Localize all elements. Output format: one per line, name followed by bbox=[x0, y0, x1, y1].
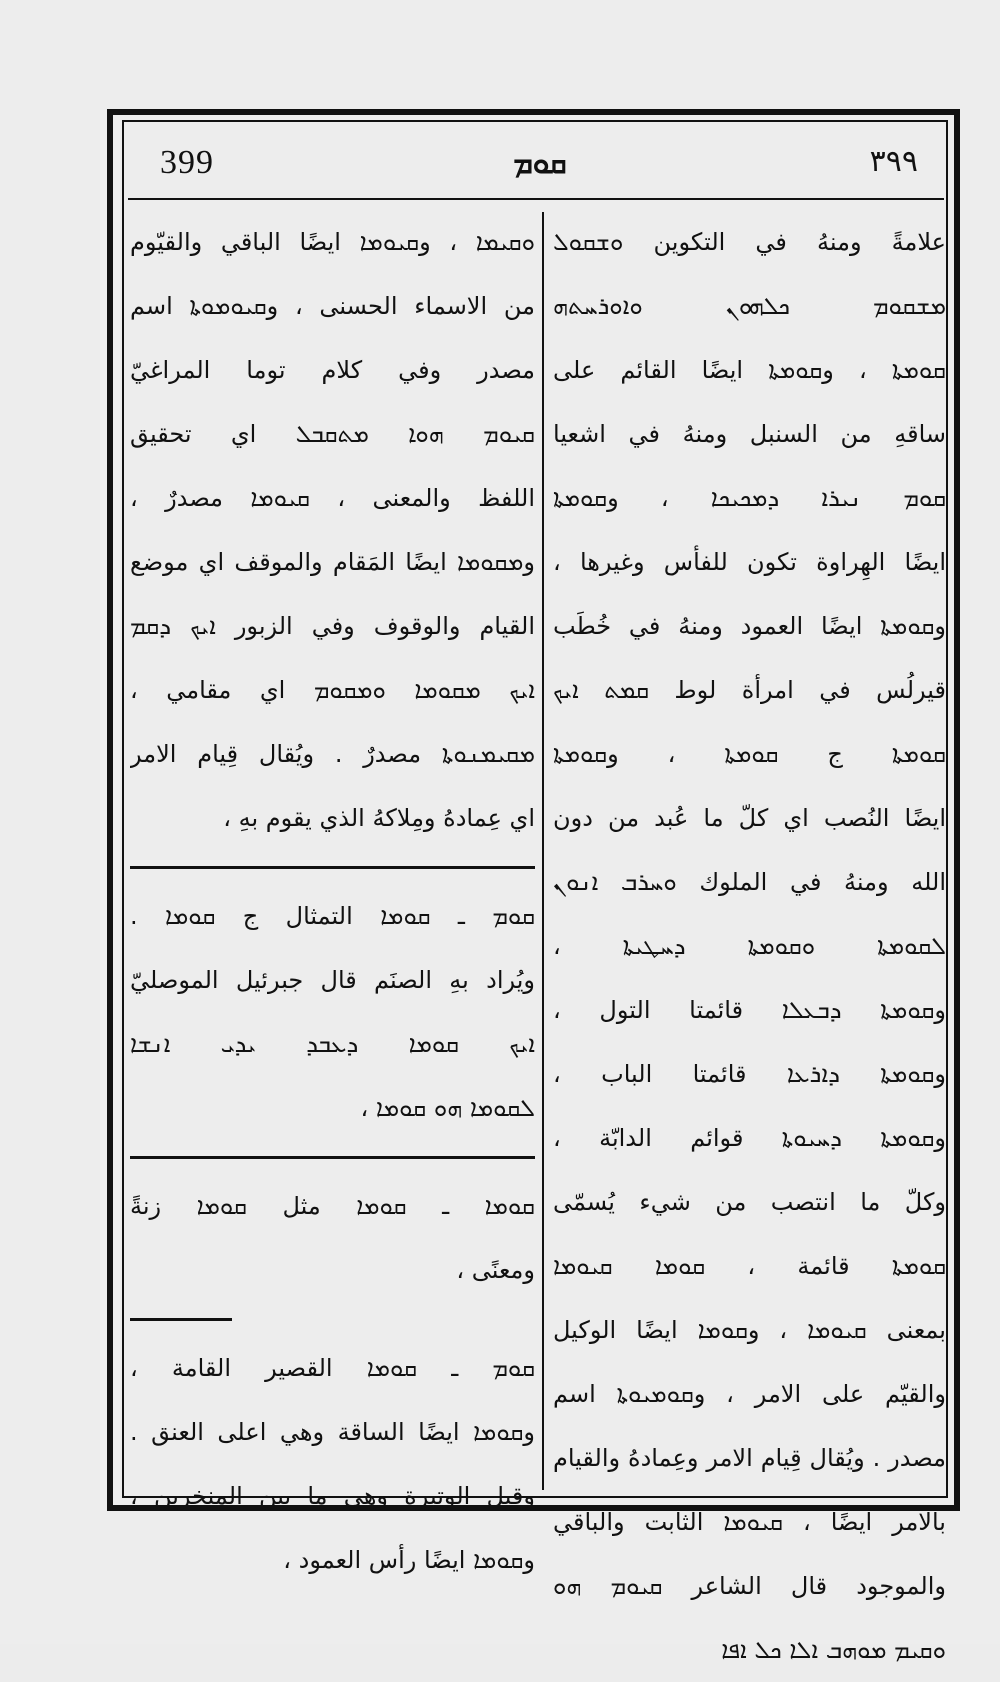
text-line: ܩܘܡ ـ ܩܘܡܐ التمثال ج ܩܘܡܐ . bbox=[130, 902, 535, 930]
text-line: وܩܘܡܬܐ ܕܚܝܘܬܐ قوائم الدابّة ، bbox=[553, 1124, 946, 1152]
text-line: وقيل الوتيرة وهي ما بين المنخرين ، bbox=[130, 1482, 535, 1510]
text-line: ܠܩܘܡܬܐ ܘܩܘܡܬܐ ܕܚܛܝܬܐ ، bbox=[553, 932, 946, 960]
text-line: وܩܘܡܬܐ ܕܒܥܠܐ قائمتا التول ، bbox=[553, 996, 946, 1024]
text-line: ܩܘܡܐ ـ ܩܘܡܐ مثل ܩܘܡܐ زنةً bbox=[130, 1192, 535, 1220]
text-line: مصدر وفي كلام توما المراغيّ bbox=[130, 356, 535, 384]
text-line: ܩܘܡ ـ ܩܘܡܐ القصير القامة ، bbox=[130, 1354, 535, 1382]
text-line: ܡܩܝܡܢܘܬܐ مصدرٌ . ويُقال قِيام الامر bbox=[130, 740, 535, 768]
page-header bbox=[122, 120, 948, 202]
text-line: ܠܩܘܡܐ ܗܘ ܩܘܡܐ ، bbox=[360, 1094, 535, 1122]
text-line: والقيّم على الامر ، وܩܘܡܝܘܬܐ اسم bbox=[553, 1380, 946, 1408]
text-line: ايضًا الهِراوة تكون للفأس وغيرها ، bbox=[553, 548, 946, 576]
text-line: اللفظ والمعنى ، ܩܝܘܡܐ مصدرٌ ، bbox=[130, 484, 535, 512]
text-line: وܡܩܘܡܐ ايضًا المَقام والموقف اي موضع bbox=[130, 548, 535, 576]
text-line: ܩܘܡܬܐ قائمة ، ܩܘܡܐ ܩܝܘܡܐ bbox=[553, 1252, 946, 1280]
right-column bbox=[553, 210, 946, 1682]
section-separator bbox=[130, 850, 535, 884]
text-line: اي عِمادهُ ومِلاكهُ الذي يقوم بهِ ، bbox=[223, 804, 535, 832]
text-line: بالامر ايضًا ، ܩܝܘܡܐ الثابت والباقي bbox=[553, 1508, 946, 1536]
text-line: وكلّ ما انتصب من شيء يُسمّى bbox=[553, 1188, 946, 1216]
column-divider bbox=[542, 212, 544, 1490]
header-rule bbox=[128, 198, 944, 200]
text-line: ايضًا النُصب اي كلّ ما عُبد من دون bbox=[553, 804, 946, 832]
text-line: ܩܘܡܬܐ ، وܩܘܡܬܐ ايضًا القائم على bbox=[553, 356, 946, 384]
text-line: ܘܩܝܡܐ ، وܩܝܘܡܐ ايضًا الباقي والقيّوم bbox=[130, 228, 535, 256]
text-line: وܩܘܡܬܐ ܕܐܪܥܐ قائمتا الباب ، bbox=[553, 1060, 946, 1088]
text-line: وܩܘܡܬܐ ايضًا العمود ومنهُ في خُطَب bbox=[553, 612, 946, 640]
text-line: من الاسماء الحسنى ، وܩܝܘܡܘܬܐ اسم bbox=[130, 292, 535, 320]
text-line: الله ومنهُ في الملوك ܘܚܪܒ ܐܢܘܢ bbox=[553, 868, 946, 896]
left-column bbox=[130, 210, 535, 1592]
page-number-latin: 399 bbox=[160, 144, 214, 181]
text-line: ومعنًى ، bbox=[456, 1256, 535, 1284]
text-line: مصدر . ويُقال قِيام الامر وعِمادهُ والقيام bbox=[553, 1444, 946, 1472]
text-line: وܩܘܡܐ ايضًا رأس العمود ، bbox=[283, 1546, 535, 1574]
text-line: ܩܝܘܡ ܗܘܐ ܡܬܩܒܠ اي تحقيق bbox=[130, 420, 535, 448]
text-line: والموجود قال الشاعر ܩܝܘܡ ܗܘ bbox=[553, 1572, 946, 1600]
text-line: علامةً ومنهُ في التكوين ܘܫܩܘܠ bbox=[553, 228, 946, 256]
section-separator bbox=[130, 1140, 535, 1174]
text-line: ܐܝܟ ܡܩܘܡܐ ܘܡܩܘܡ اي مقامي ، bbox=[130, 676, 535, 704]
text-line: ويُراد بهِ الصنَم قال جبرئيل الموصليّ bbox=[130, 966, 535, 994]
text-line: ܩܘܡ ܢܝܪܐ ܕܡܟܝܟܐ ، وܩܘܡܬܐ bbox=[553, 484, 946, 512]
running-head-syriac: ܩܘܡ bbox=[513, 146, 567, 181]
text-line: ܘܩܝܡ ܡܘܗܒ ܐܠܐ ܟܠ ܐܦܐ bbox=[721, 1636, 946, 1664]
page-number-arabic: ٣٩٩ bbox=[869, 144, 918, 179]
text-line: قيرلُس في امرأة لوط ܩܡܬ ܐܝܟ bbox=[553, 676, 946, 704]
text-line: ܡܫܩܘܡ ܟܠܗܘܢ ܘܐܘܪܚܬܗ bbox=[553, 292, 946, 320]
text-line: بمعنى ܩܝܘܡܐ ، وܩܘܡܐ ايضًا الوكيل bbox=[553, 1316, 946, 1344]
text-line: ܩܘܡܬܐ ج ܩܘܡܬܐ ، وܩܘܡܬܐ bbox=[553, 740, 946, 768]
text-line: ܐܝܟ ܩܘܡܐ ܕܥܒܕ ܝܕܝ ܐܢܫܐ bbox=[130, 1030, 535, 1058]
section-separator bbox=[130, 1302, 535, 1336]
text-line: وܩܘܡܐ ايضًا الساقة وهي اعلى العنق . bbox=[130, 1418, 535, 1446]
text-line: ساقهِ من السنبل ومنهُ في اشعيا bbox=[553, 420, 946, 448]
text-line: القيام والوقوف وفي الزبور ܐܝܟ ܕܩܡ bbox=[130, 612, 535, 640]
